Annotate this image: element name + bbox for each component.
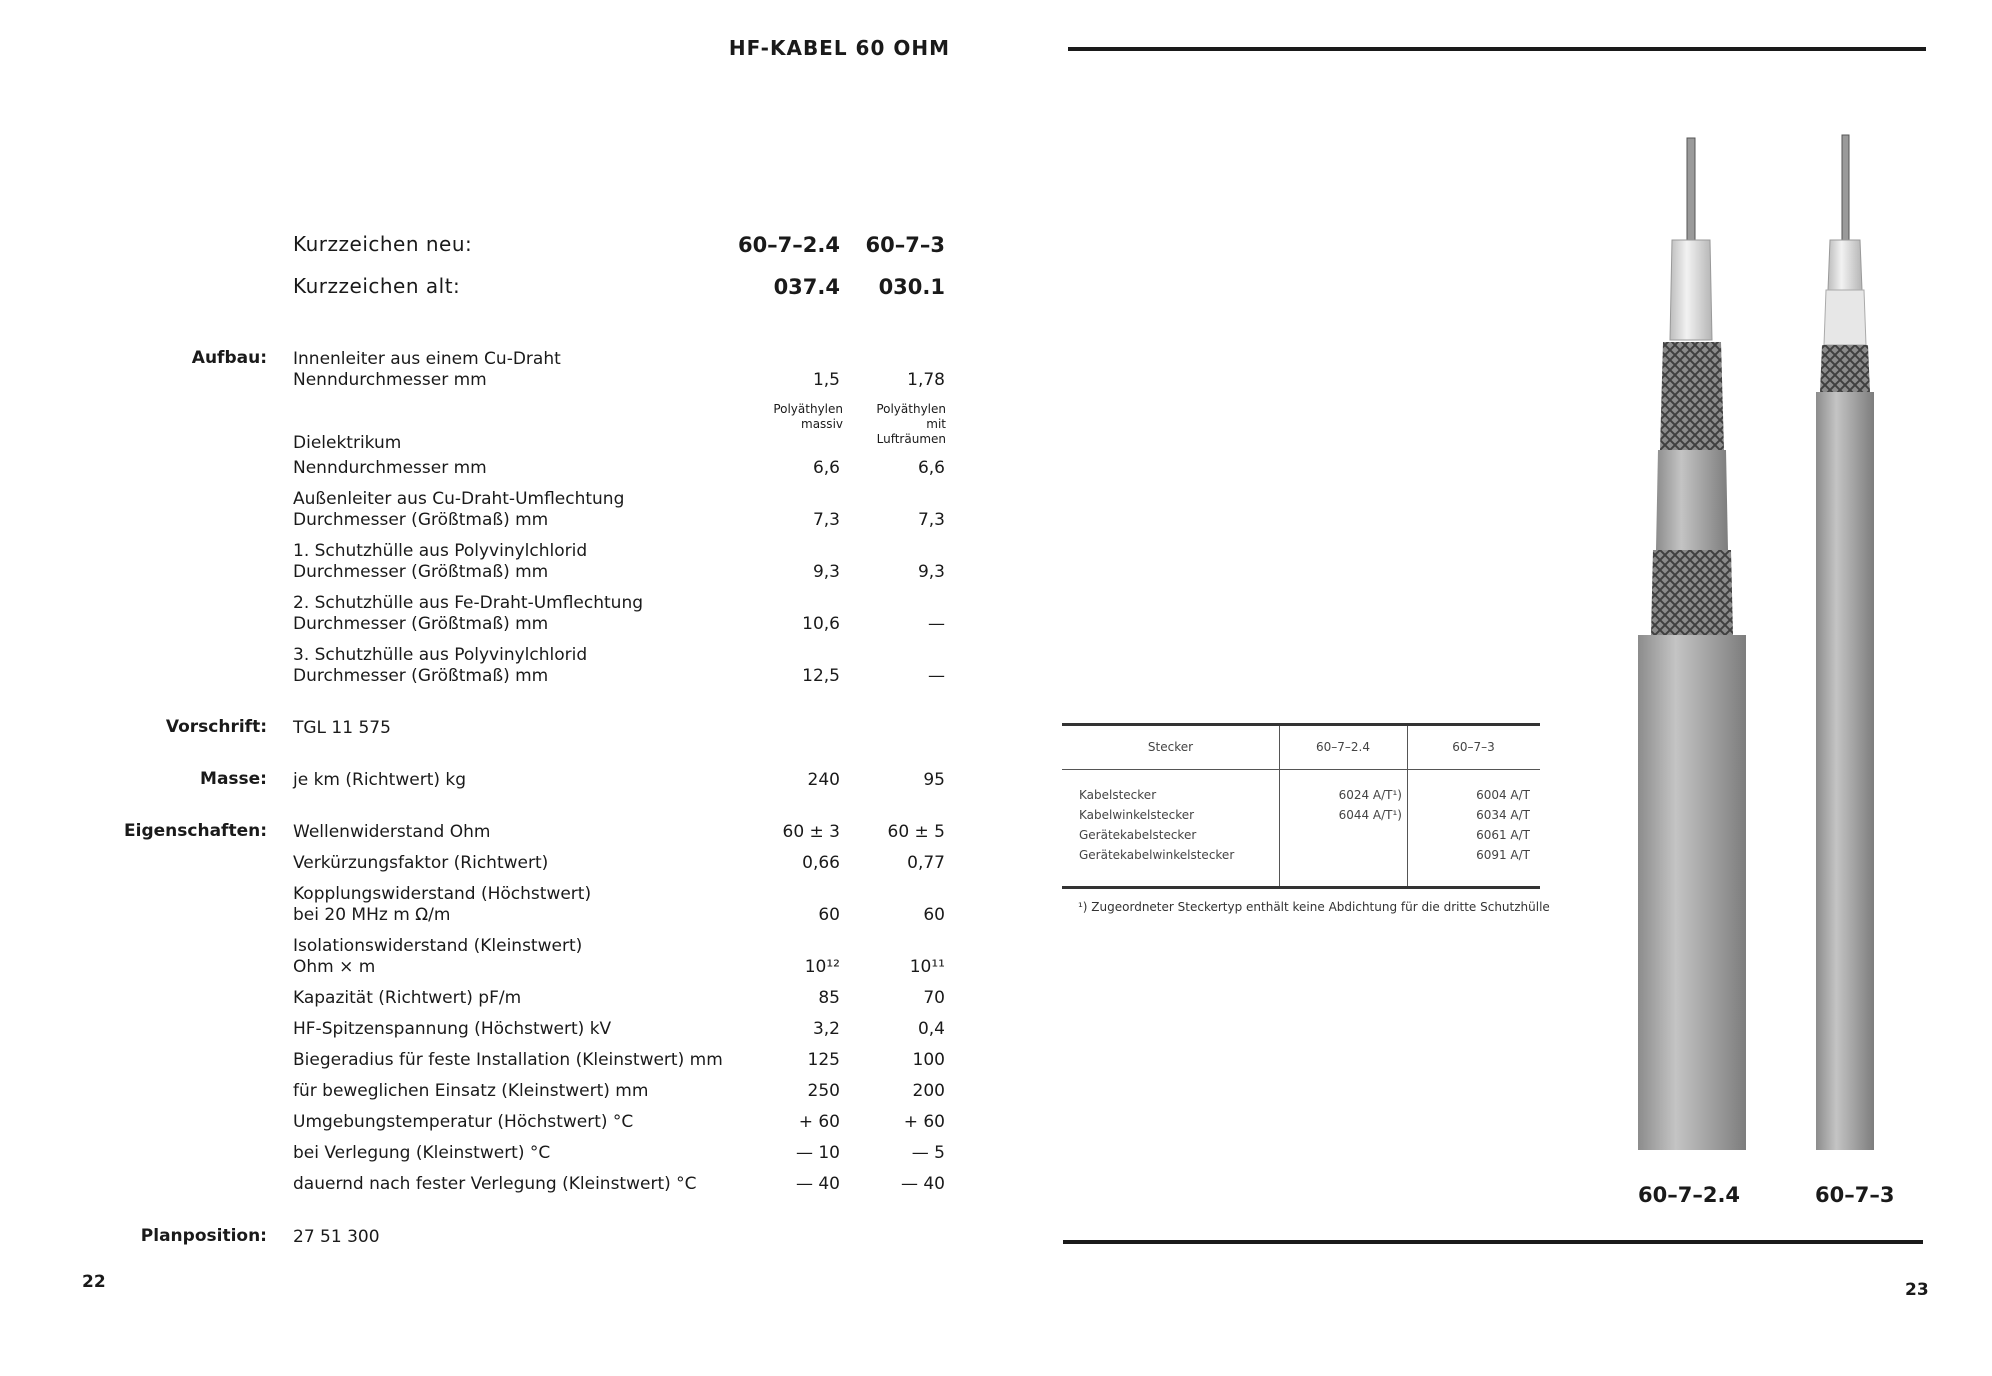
dielektrikum-value-2: 6,6 <box>917 458 945 478</box>
wellenwiderstand-value-2: 60 ± 5 <box>887 822 945 842</box>
wellenwiderstand-label: Wellenwiderstand Ohm <box>293 822 491 842</box>
kurzzeichen-neu-value-1: 60–7–2.4 <box>737 233 840 257</box>
schutzhuelle-3-label: 3. Schutzhülle aus Polyvinylchlorid Durchmesser (Größtmaß) mm <box>293 645 588 686</box>
table-cell: 6034 A/T <box>1476 808 1530 822</box>
biegeradius-fest-value-1: 125 <box>807 1050 840 1070</box>
umgebungstemperatur-label: Umgebungstemperatur (Höchstwert) °C <box>293 1112 634 1132</box>
section-aufbau: Aufbau: <box>191 348 267 368</box>
umgebungstemperatur-value-1: + 60 <box>798 1112 840 1132</box>
wellenwiderstand-value-1: 60 ± 3 <box>782 822 840 842</box>
kapazitaet-value-2: 70 <box>923 988 945 1008</box>
table-cell: 6044 A/T¹) <box>1338 808 1402 822</box>
cable-illustration <box>1600 130 1940 1170</box>
section-planposition: Planposition: <box>140 1226 267 1246</box>
aussenleiter-value-2: 7,3 <box>917 510 945 530</box>
page-title: HF-KABEL 60 OHM <box>728 36 950 60</box>
table-cell: 6004 A/T <box>1476 788 1530 802</box>
biegeradius-fest-value-2: 100 <box>912 1050 945 1070</box>
innenleiter-value-2: 1,78 <box>907 370 945 390</box>
table-cell: 6091 A/T <box>1476 848 1530 862</box>
isolationswiderstand-label: Isolationswiderstand (Kleinstwert) Ohm × m <box>293 936 583 977</box>
schutzhuelle-3-value-2: — <box>928 666 945 686</box>
dauernd-temperatur-label: dauernd nach fester Verlegung (Kleinstwert) °C <box>293 1174 697 1194</box>
cable-60-7-2-4 <box>1638 138 1746 1150</box>
hf-spitzenspannung-value-2: 0,4 <box>917 1019 945 1039</box>
kapazitaet-value-1: 85 <box>818 988 840 1008</box>
innenleiter-label: Innenleiter aus einem Cu-Draht Nenndurchmesser mm <box>293 349 561 390</box>
table-row-label: Kabelwinkelstecker <box>1079 808 1195 822</box>
schutzhuelle-1-label: 1. Schutzhülle aus Polyvinylchlorid Durchmesser (Größtmaß) mm <box>293 541 588 582</box>
dielektrikum-material-2: Polyäthylen mit Lufträumen <box>876 402 946 446</box>
kurzzeichen-alt-value-2: 030.1 <box>878 275 945 299</box>
cable-60-7-3 <box>1816 135 1874 1150</box>
umgebungstemperatur-value-2: + 60 <box>903 1112 945 1132</box>
hf-spitzenspannung-label: HF-Spitzenspannung (Höchstwert) kV <box>293 1019 612 1039</box>
aussenleiter-label: Außenleiter aus Cu-Draht-Umflechtung Durchmesser (Größtmaß) mm <box>293 489 625 530</box>
table-row-label: Gerätekabelstecker <box>1079 828 1197 842</box>
section-eigenschaften: Eigenschaften: <box>124 821 267 841</box>
table-row-label: Kabelstecker <box>1079 788 1157 802</box>
isolationswiderstand-value-2: 10¹¹ <box>909 957 945 977</box>
dielektrikum-value-1: 6,6 <box>812 458 840 478</box>
masse-value-1: 240 <box>807 770 840 790</box>
dielektrikum-label: Dielektrikum Nenndurchmesser mm <box>293 433 487 478</box>
schutzhuelle-2-value-1: 10,6 <box>802 614 840 634</box>
vorschrift-value: TGL 11 575 <box>293 718 391 738</box>
cable-caption-right: 60–7–3 <box>1815 1183 1895 1207</box>
table-cell: 6061 A/T <box>1476 828 1530 842</box>
schutzhuelle-3-value-1: 12,5 <box>802 666 840 686</box>
biegeradius-beweglich-value-2: 200 <box>912 1081 945 1101</box>
table-header-rule <box>1062 769 1540 770</box>
verkuerzungsfaktor-label: Verkürzungsfaktor (Richtwert) <box>293 853 549 873</box>
biegeradius-beweglich-value-1: 250 <box>807 1081 840 1101</box>
table-header-col-1: 60–7–2.4 <box>1316 740 1370 754</box>
aussenleiter-value-1: 7,3 <box>812 510 840 530</box>
table-row-label: Gerätekabelwinkelstecker <box>1079 848 1235 862</box>
stecker-table <box>1062 723 1540 889</box>
cable-caption-left: 60–7–2.4 <box>1638 1183 1741 1207</box>
table-footnote: ¹) Zugeordneter Steckertyp enthält keine Abdichtung für die dritte Schutzhülle <box>1078 900 1550 914</box>
verlegung-temperatur-value-1: — 10 <box>795 1143 840 1163</box>
schutzhuelle-1-value-2: 9,3 <box>917 562 945 582</box>
kapazitaet-label: Kapazität (Richtwert) pF/m <box>293 988 522 1008</box>
kopplungswiderstand-value-2: 60 <box>923 905 945 925</box>
verlegung-temperatur-value-2: — 5 <box>911 1143 945 1163</box>
table-header-stecker: Stecker <box>1147 740 1194 754</box>
bottom-rule <box>1063 1240 1923 1244</box>
section-vorschrift: Vorschrift: <box>165 717 267 737</box>
biegeradius-fest-label: Biegeradius für feste Installation (Kleinstwert) mm <box>293 1050 723 1070</box>
kurzzeichen-neu-label: Kurzzeichen neu: <box>293 232 473 256</box>
hf-spitzenspannung-value-1: 3,2 <box>812 1019 840 1039</box>
page-number-right: 23 <box>1905 1280 1929 1300</box>
table-cell: 6024 A/T¹) <box>1338 788 1402 802</box>
masse-value-2: 95 <box>923 770 945 790</box>
schutzhuelle-2-value-2: — <box>928 614 945 634</box>
verkuerzungsfaktor-value-1: 0,66 <box>802 853 840 873</box>
innenleiter-value-1: 1,5 <box>812 370 840 390</box>
dauernd-temperatur-value-1: — 40 <box>795 1174 840 1194</box>
verlegung-temperatur-label: bei Verlegung (Kleinstwert) °C <box>293 1143 551 1163</box>
schutzhuelle-1-value-1: 9,3 <box>812 562 840 582</box>
kopplungswiderstand-label: Kopplungswiderstand (Höchstwert) bei 20 MHz m Ω/m <box>293 884 592 925</box>
verkuerzungsfaktor-value-2: 0,77 <box>907 853 945 873</box>
biegeradius-beweglich-label: für beweglichen Einsatz (Kleinstwert) mm <box>293 1081 649 1101</box>
kurzzeichen-neu-value-2: 60–7–3 <box>865 233 945 257</box>
section-masse: Masse: <box>200 769 267 789</box>
isolationswiderstand-value-1: 10¹² <box>804 957 840 977</box>
planposition-value: 27 51 300 <box>293 1227 380 1247</box>
kurzzeichen-alt-value-1: 037.4 <box>773 275 840 299</box>
top-rule <box>1068 47 1926 51</box>
kurzzeichen-alt-label: Kurzzeichen alt: <box>293 274 461 298</box>
kopplungswiderstand-value-1: 60 <box>818 905 840 925</box>
table-header-col-2: 60–7–3 <box>1452 740 1495 754</box>
dielektrikum-material-1: Polyäthylen massiv <box>773 402 843 431</box>
schutzhuelle-2-label: 2. Schutzhülle aus Fe-Draht-Umflechtung Durchmesser (Größtmaß) mm <box>293 593 644 634</box>
masse-label: je km (Richtwert) kg <box>293 770 467 790</box>
dauernd-temperatur-value-2: — 40 <box>900 1174 945 1194</box>
page-number-left: 22 <box>82 1272 106 1292</box>
